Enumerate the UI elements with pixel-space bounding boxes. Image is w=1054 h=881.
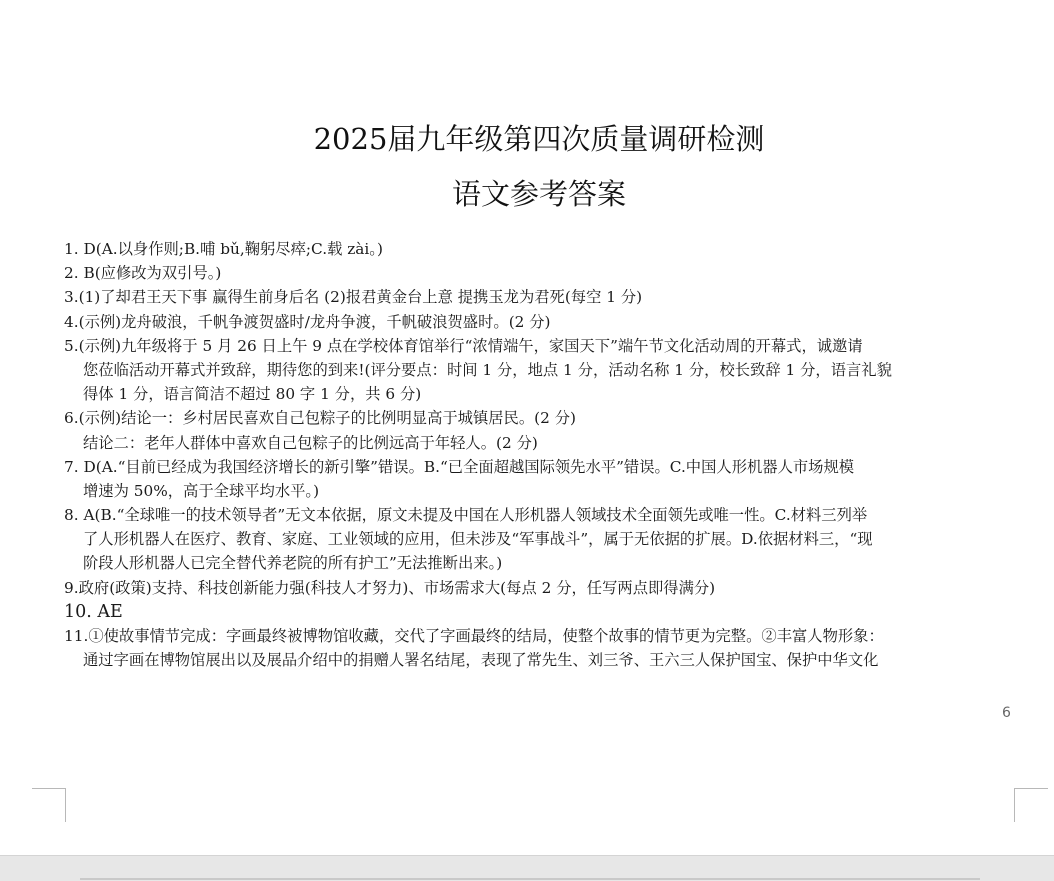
answer-line: 您莅临活动开幕式并致辞，期待您的到来!(评分要点：时间 1 分，地点 1 分，活动名称 1 分，校长致辞 1 分，语言礼貌: [83, 360, 892, 379]
margin-corner-mark-left: [32, 788, 66, 822]
answer-line: 3.(1)了却君王天下事 赢得生前身后名 (2)报君黄金台上意 提携玉龙为君死(每空 1 分): [64, 288, 643, 307]
answer-line: 5.(示例)九年级将于 5 月 26 日上午 9 点在学校体育馆举行“浓情端午，家国天下”端午节文化活动周的开幕式，诚邀请: [64, 336, 863, 355]
answer-line: 得体 1 分，语言简洁不超过 80 字 1 分，共 6 分): [83, 385, 422, 404]
answer-line: 1. D(A.以身作则;B.哺 bǔ,鞠躬尽瘁;C.载 zài。): [64, 240, 383, 258]
page-number: 6: [1002, 705, 1011, 721]
answer-list: [64, 237, 1019, 672]
margin-corner-mark-right: [1014, 788, 1048, 822]
answer-line: 11.①使故事情节完成：字画最终被博物馆收藏，交代了字画最终的结局，使整个故事的情节更为完整。②丰富人物形象：: [64, 627, 884, 645]
answer-line: 6.(示例)结论一：乡村居民喜欢自己包粽子的比例明显高于城镇居民。(2 分): [64, 409, 576, 428]
answer-line: 增速为 50%，高于全球平均水平。): [83, 481, 320, 500]
answer-line: 8. A(B.“全球唯一的技术领导者”无文本依据，原文未提及中国在人形机器人领域技术全面领先或唯一性。C.材料三列举: [64, 506, 868, 525]
answer-line: 10. AE: [64, 601, 123, 622]
answer-line: 2. B(应修改为双引号。): [64, 264, 222, 283]
document-subtitle: 语文参考答案: [451, 177, 626, 211]
answer-line: 9.政府(政策)支持、科技创新能力强(科技人才努力)、市场需求大(每点 2 分，任写两点即得满分): [64, 578, 716, 597]
answer-line: 阶段人形机器人已完全替代养老院的所有护工”无法推断出来。): [83, 554, 503, 573]
answer-line: 结论二：老年人群体中喜欢自己包粽子的比例远高于年轻人。(2 分): [83, 433, 538, 452]
answer-line: 7. D(A.“目前已经成为我国经济增长的新引擎”错误。B.“已全面超越国际领先水平”错误。C.中国人形机器人市场规模: [64, 457, 855, 476]
answer-line: 通过字画在博物馆展出以及展品介绍中的捐赠人署名结尾，表现了常先生、刘三爷、王六三人保护国宝、保护中华文化: [83, 651, 879, 670]
answer-line: 4.(示例)龙舟破浪，千帆争渡贺盛时/龙舟争渡，千帆破浪贺盛时。(2 分): [64, 312, 551, 331]
answer-line: 了人形机器人在医疗、教育、家庭、工业领域的应用，但未涉及“军事战斗”，属于无依据的扩展。D.依据材料三，“现: [83, 530, 873, 549]
document-title: 2025届九年级第四次质量调研检测: [313, 122, 765, 156]
